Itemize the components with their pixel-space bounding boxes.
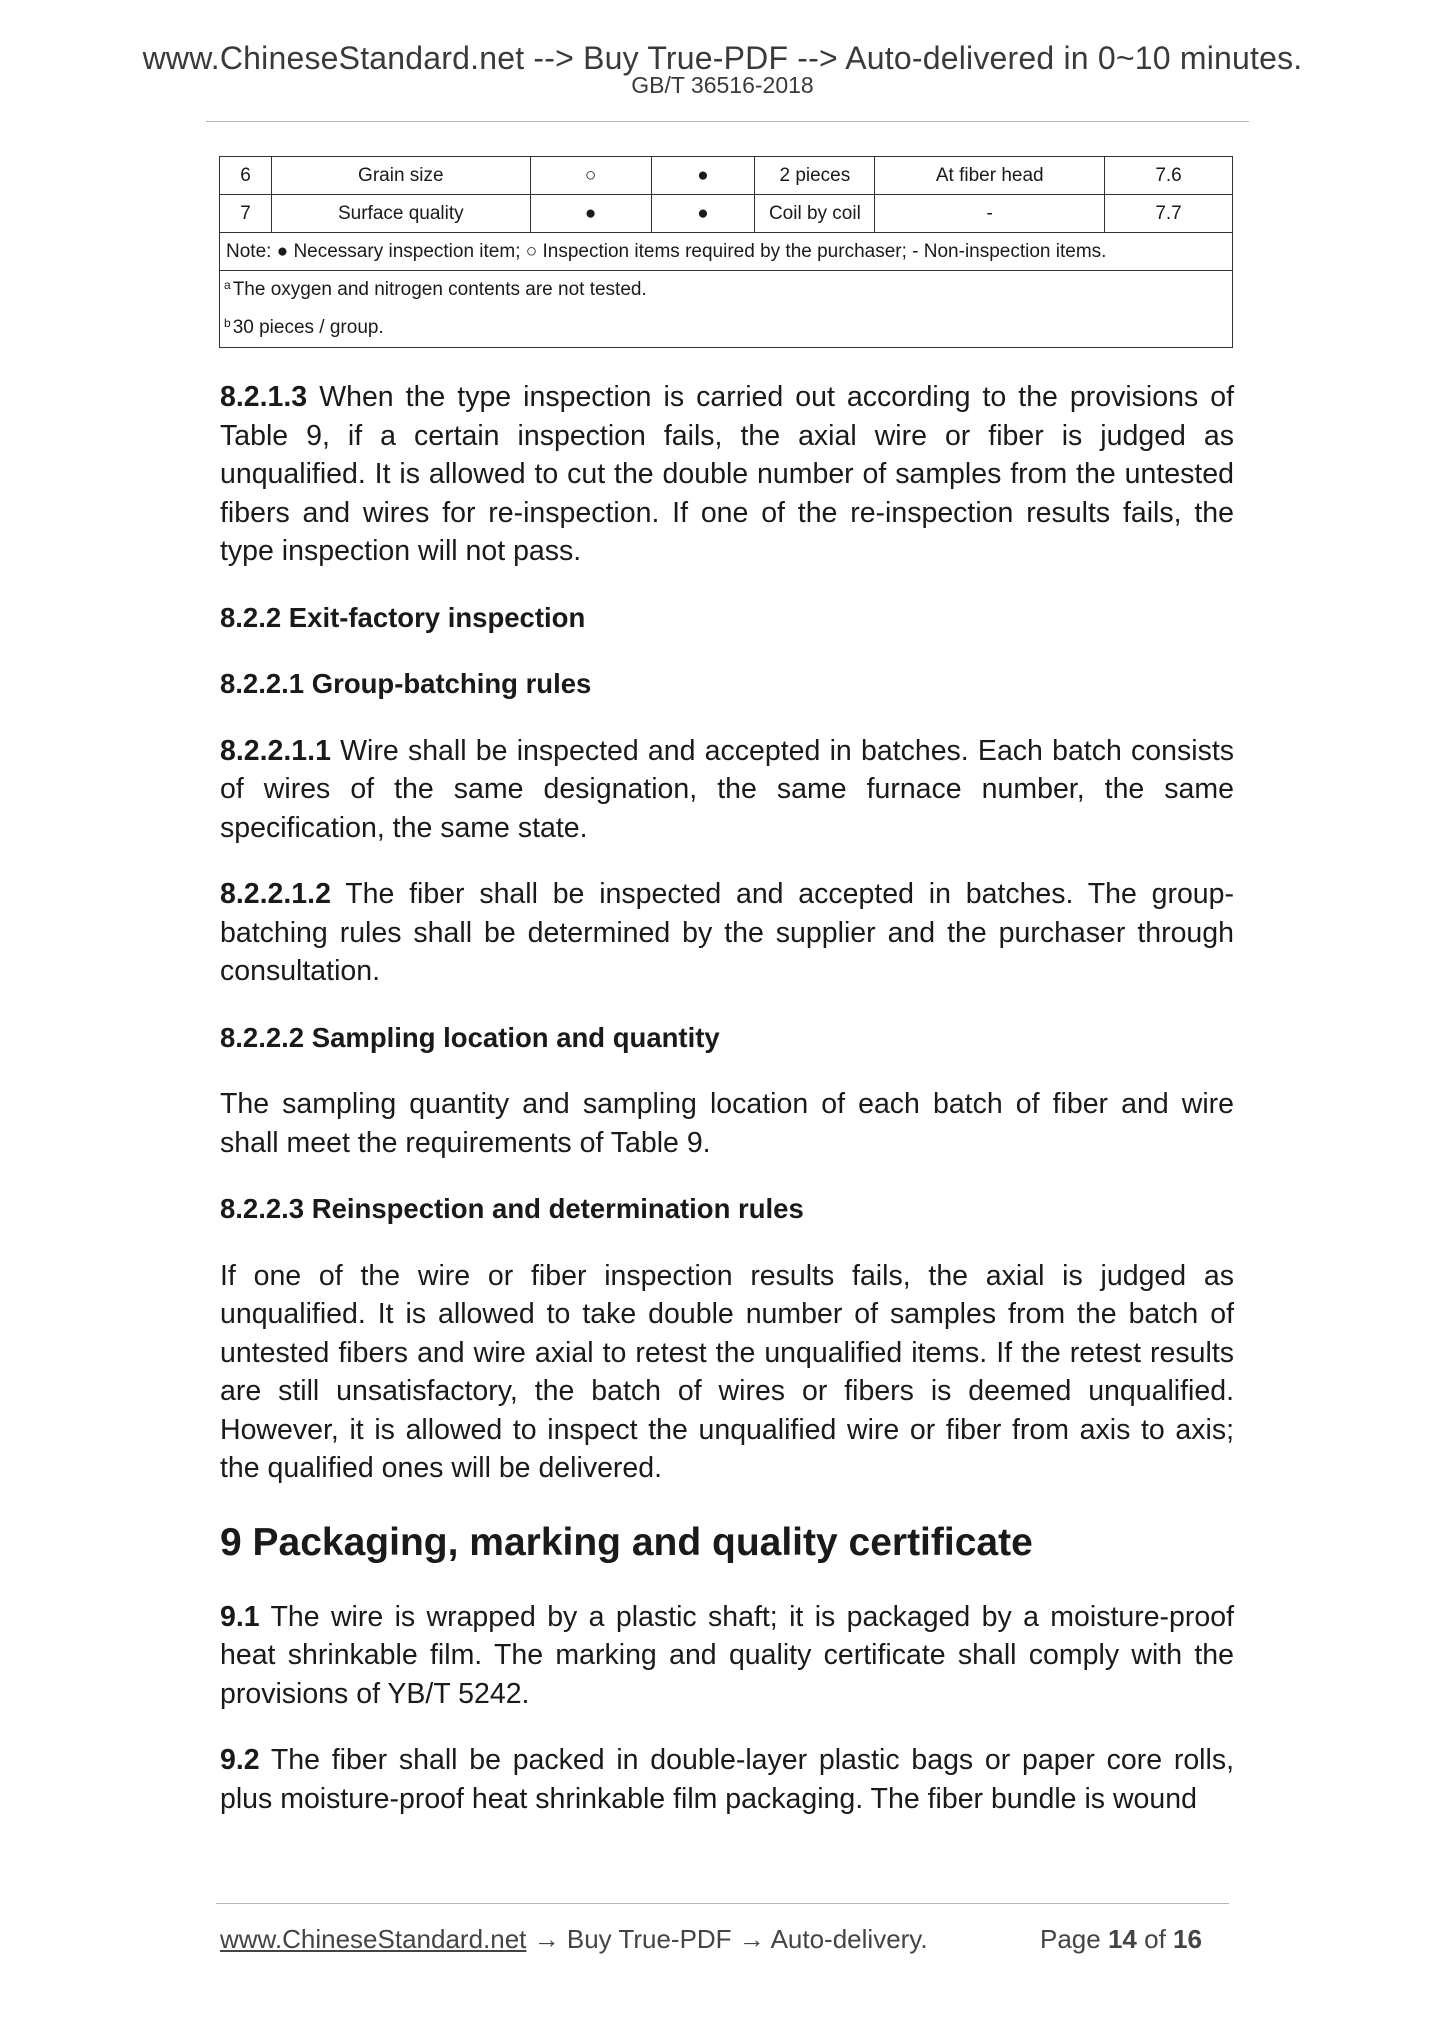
cell-location: At fiber head — [875, 157, 1105, 195]
heading-9: 9 Packaging, marking and quality certificate — [220, 1520, 1033, 1564]
clause-number: 8.2.2.1.1 — [220, 734, 331, 767]
cell-clause: 7.6 — [1105, 157, 1233, 195]
cell-quantity: 2 pieces — [755, 157, 875, 195]
cell-no: 7 — [220, 195, 272, 233]
paragraph-8-2-2-3: If one of the wire or fiber inspection results fails, the axial is judged as unqualified. It is allowed to take double number of samples from the batch of untested fibers and wire axial to retest the unqualified items. If the retest results are still unsatisfactory, the batch of wires or fibers is deemed unqualified. However, it is allowed to inspect the unqualified wire or fiber from axis to axis; the qualified ones will be delivered. — [220, 1259, 1234, 1484]
heading-8-2-2: 8.2.2 Exit-factory inspection — [220, 601, 586, 633]
clause-number: 8.2.2.1.2 — [220, 878, 331, 910]
footnote-b: $^b$ 30 pieces / group. — [224, 316, 384, 338]
footnote-b-mark: b — [224, 316, 231, 330]
paragraph-8-2-2-1-1: 8.2.2.1.1 Wire shall be inspected and accepted in batches. Each batch consists of wires of the same designation, the same furnace number, the same specification, the same state. — [220, 734, 1234, 844]
table-note-row — [220, 233, 1233, 271]
table-note: Note: ● Necessary inspection item; ○ Inspection items required by the purchaser; - Non-inspection items. — [220, 233, 1233, 271]
header-banner: www.ChineseStandard.net --> Buy True-PDF --> Auto-delivered in 0~10 minutes. — [142, 40, 1303, 76]
table-row — [220, 195, 1233, 233]
cell-no: 6 — [220, 157, 272, 195]
header-divider — [206, 121, 1249, 122]
footnote-a-mark: a — [224, 278, 231, 292]
cell-type-inspection: ● — [530, 195, 651, 233]
page-current: 14 — [1107, 1924, 1137, 1954]
footer-promo-text: → Buy True-PDF → Auto-delivery. — [526, 1924, 928, 1954]
cell-clause: 7.7 — [1105, 195, 1233, 233]
paragraph-9-1: 9.1 The wire is wrapped by a plastic shaft; it is packaged by a moisture-proof heat shrinkable film. The marking and quality certificate shall comply with the provisions of YB/T 5242. — [220, 1600, 1235, 1710]
heading-8-2-2-2: 8.2.2.2 Sampling location and quantity — [220, 1021, 720, 1053]
footer-link[interactable]: www.ChineseStandard.net — [220, 1924, 527, 1954]
page-indicator: Page 14 of 16 — [1040, 1924, 1202, 1954]
paragraph-8-2-1-3: 8.2.1.3 When the type inspection is carried out according to the provisions of Table 9, if a certain inspection fails, the axial wire or fiber is judged as unqualified. It is allowed to cut the double number of samples from the untested fibers and wires for re-inspection. If one of the re-inspection results fails, the type inspection will not pass. — [220, 381, 1234, 567]
cell-item: Grain size — [271, 157, 530, 195]
table-row — [220, 157, 1233, 195]
clause-number: 9.2 — [220, 1744, 260, 1776]
paragraph-8-2-2-1-2: 8.2.2.1.2 The fiber shall be inspected and accepted in batches. The group-batching rules shall be determined by the supplier and the purchaser through consultation. — [220, 878, 1234, 987]
cell-quantity: Coil by coil — [755, 195, 875, 233]
heading-8-2-2-1: 8.2.2.1 Group-batching rules — [220, 668, 592, 699]
inspection-table — [219, 156, 1233, 348]
cell-exit-inspection: ● — [651, 157, 755, 195]
standard-code: GB/T 36516-2018 — [631, 72, 814, 98]
footer-promo — [220, 1924, 928, 1954]
clause-number: 9.1 — [220, 1600, 260, 1633]
paragraph-9-2: 9.2 The fiber shall be packed in double-layer plastic bags or paper core rolls, plus moisture-proof heat shrinkable film packaging. The fiber bundle is wound — [220, 1744, 1234, 1815]
footer-divider — [216, 1903, 1229, 1904]
footnote-a: $^a$ The oxygen and nitrogen contents are not tested. — [224, 278, 647, 300]
cell-type-inspection: ○ — [530, 157, 651, 195]
cell-location: - — [875, 195, 1105, 233]
clause-number: 8.2.1.3 — [220, 381, 308, 413]
paragraph-8-2-2-2: The sampling quantity and sampling location of each batch of fiber and wire shall meet the requirements of Table 9. — [220, 1088, 1234, 1159]
cell-item: Surface quality — [271, 195, 530, 233]
heading-8-2-2-3: 8.2.2.3 Reinspection and determination rules — [220, 1193, 804, 1224]
cell-exit-inspection: ● — [651, 195, 755, 233]
document-body — [220, 378, 1234, 1818]
page-total: 16 — [1173, 1924, 1202, 1954]
table-footnote-row — [220, 271, 1233, 348]
